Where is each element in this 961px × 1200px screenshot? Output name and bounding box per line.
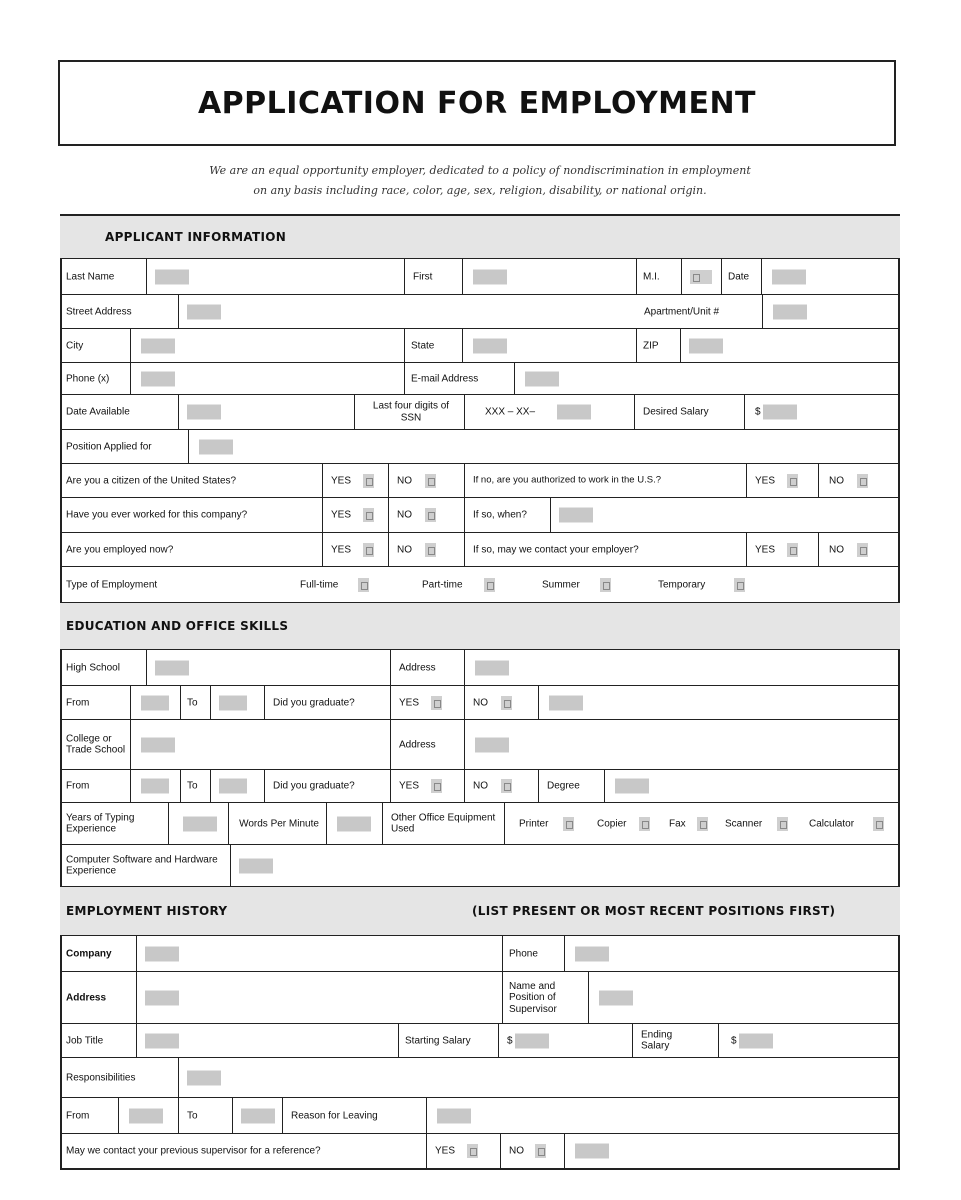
label-ending-salary: Ending Salary (641, 1029, 673, 1052)
row-company (60, 936, 900, 972)
label-state: State (411, 339, 435, 351)
row-software (60, 845, 900, 887)
title-box (58, 60, 896, 146)
label-printer: Printer (519, 817, 549, 829)
row-position (60, 430, 900, 464)
label-yes: YES (399, 696, 420, 708)
label-equipment: Other Office Equipment Used (391, 812, 496, 835)
dollar-sign: $ (755, 406, 761, 418)
label-college: College or Trade School (66, 733, 126, 756)
label-company: Company (66, 947, 112, 959)
row-citizen (60, 464, 900, 498)
checkbox-contact-no[interactable] (857, 543, 868, 557)
row-emp-dates (60, 1098, 900, 1134)
label-street-address: Street Address (66, 305, 132, 317)
checkbox-calculator[interactable] (873, 817, 884, 831)
field-first[interactable] (473, 269, 507, 284)
field-starting-salary[interactable] (515, 1033, 549, 1048)
field-typing-years[interactable] (183, 816, 217, 831)
label-degree: Degree (547, 780, 580, 792)
label-supervisor: Name and Position of Supervisor (509, 980, 557, 1015)
checkbox-reference-no[interactable] (535, 1144, 546, 1158)
label-yes: YES (331, 543, 352, 555)
field-date[interactable] (772, 269, 806, 284)
checkbox-college-grad-no[interactable] (501, 779, 512, 793)
field-apartment[interactable] (773, 304, 807, 319)
field-ssn[interactable] (557, 405, 591, 420)
checkbox-college-grad-yes[interactable] (431, 779, 442, 793)
label-ssn: Last four digits of SSN (372, 400, 450, 423)
section-applicant-header (60, 216, 900, 259)
label-phone: Phone (x) (66, 372, 110, 384)
label-last-name: Last Name (66, 270, 115, 282)
label-desired-salary: Desired Salary (643, 406, 709, 418)
label-position: Position Applied for (66, 440, 152, 452)
row-office-skills (60, 803, 900, 845)
label-zip: ZIP (643, 339, 659, 351)
label-to: To (187, 696, 198, 708)
label-no: NO (397, 474, 412, 486)
checkbox-employed-yes[interactable] (363, 543, 374, 557)
checkbox-part-time[interactable] (484, 578, 495, 592)
field-emp-phone[interactable] (575, 946, 609, 961)
field-hs-address[interactable] (475, 660, 509, 675)
label-to: To (187, 1109, 198, 1121)
checkbox-worked-no[interactable] (425, 508, 436, 522)
label-when-question: If so, when? (473, 509, 527, 521)
label-hs-address: Address (399, 661, 436, 673)
section-employment-header (60, 887, 900, 936)
row-street (60, 295, 900, 329)
row-employed-now (60, 533, 900, 567)
row-name (60, 259, 900, 295)
field-degree[interactable] (615, 779, 649, 794)
label-to: To (187, 780, 198, 792)
label-college-address: Address (399, 738, 436, 750)
label-wpm: Words Per Minute (239, 817, 319, 829)
label-emp-phone: Phone (509, 947, 538, 959)
field-software[interactable] (239, 858, 273, 873)
checkbox-scanner[interactable] (777, 817, 788, 831)
field-emp-address[interactable] (145, 990, 179, 1005)
checkbox-temporary[interactable] (734, 578, 745, 592)
field-phone[interactable] (141, 371, 175, 386)
label-yes: YES (755, 474, 776, 486)
label-typing: Years of Typing Experience (66, 812, 135, 835)
label-yes: YES (435, 1145, 456, 1157)
row-responsibilities (60, 1058, 900, 1098)
eeo-statement-line2: on any basis including race, color, age, sex, religion, disability, or national origin. (253, 184, 707, 197)
label-yes: YES (331, 509, 352, 521)
label-copier: Copier (597, 817, 627, 829)
label-citizen-question: Are you a citizen of the United States? (66, 474, 237, 486)
label-from: From (66, 780, 90, 792)
field-company[interactable] (145, 946, 179, 961)
checkbox-authorized-yes[interactable] (787, 474, 798, 488)
field-email[interactable] (525, 371, 559, 386)
row-employment-type (60, 567, 900, 603)
section-title-employment: EMPLOYMENT HISTORY (66, 904, 228, 918)
field-emp-from[interactable] (129, 1108, 163, 1123)
label-email: E-mail Address (411, 372, 479, 384)
page-title: APPLICATION FOR EMPLOYMENT (197, 85, 757, 121)
checkbox-printer[interactable] (563, 817, 574, 831)
row-city (60, 329, 900, 363)
label-part-time: Part-time (422, 578, 463, 590)
field-job-title[interactable] (145, 1033, 179, 1048)
checkbox-contact-yes[interactable] (787, 543, 798, 557)
section-education-header (60, 603, 900, 650)
row-college-dates (60, 770, 900, 803)
label-graduate: Did you graduate? (273, 696, 355, 708)
field-reason[interactable] (437, 1108, 471, 1123)
row-high-school (60, 650, 900, 686)
label-high-school: High School (66, 661, 120, 673)
field-date-available[interactable] (187, 405, 221, 420)
eeo-statement-line1: We are an equal opportunity employer, dedicated to a policy of nondiscrimination in employment (209, 164, 751, 177)
field-college-address[interactable] (475, 737, 509, 752)
label-from: From (66, 1109, 90, 1121)
label-reference-question: May we contact your previous supervisor for a reference? (66, 1145, 321, 1157)
label-calculator: Calculator (809, 817, 855, 829)
label-scanner: Scanner (725, 817, 763, 829)
label-worked-question: Have you ever worked for this company? (66, 509, 248, 521)
label-no: NO (397, 509, 412, 521)
label-no: NO (829, 543, 844, 555)
label-fax: Fax (669, 817, 686, 829)
label-mi: M.I. (643, 270, 660, 282)
row-emp-address (60, 972, 900, 1024)
label-no: NO (829, 474, 844, 486)
row-worked-before (60, 498, 900, 533)
label-graduate: Did you graduate? (273, 780, 355, 792)
dollar-sign: $ (731, 1034, 737, 1046)
label-date: Date (728, 270, 750, 282)
label-authorized-question: If no, are you authorized to work in the U.S.? (473, 474, 661, 486)
checkbox-authorized-no[interactable] (857, 474, 868, 488)
label-contact-question: If so, may we contact your employer? (473, 543, 639, 555)
field-wpm[interactable] (337, 816, 371, 831)
label-responsibilities: Responsibilities (66, 1071, 136, 1083)
label-type-employment: Type of Employment (66, 578, 158, 590)
checkbox-reference-yes[interactable] (467, 1144, 478, 1158)
checkbox-full-time[interactable] (358, 578, 369, 592)
checkbox-employed-no[interactable] (425, 543, 436, 557)
label-software: Computer Software and Hardware Experience (66, 854, 218, 877)
field-supervisor[interactable] (599, 990, 633, 1005)
ssn-mask: XXX – XX– (485, 406, 536, 418)
section-title-applicant: APPLICANT INFORMATION (105, 230, 287, 244)
field-when[interactable] (559, 508, 593, 523)
row-hs-dates (60, 686, 900, 720)
row-job-title (60, 1024, 900, 1058)
label-summer: Summer (542, 578, 580, 590)
field-city[interactable] (141, 338, 175, 353)
row-reference (60, 1134, 900, 1168)
checkbox-hs-grad-yes[interactable] (431, 696, 442, 710)
section-note-employment: (LIST PRESENT OR MOST RECENT POSITIONS FIRST) (472, 904, 836, 918)
label-yes: YES (399, 780, 420, 792)
label-first: First (413, 270, 433, 282)
checkbox-summer[interactable] (600, 578, 611, 592)
label-yes: YES (331, 474, 352, 486)
label-from: From (66, 696, 90, 708)
label-apartment: Apartment/Unit # (644, 305, 720, 317)
label-date-available: Date Available (66, 406, 130, 418)
row-date-available (60, 395, 900, 430)
label-temporary: Temporary (658, 578, 706, 590)
label-no: NO (397, 543, 412, 555)
label-emp-address: Address (66, 991, 107, 1003)
field-street-address[interactable] (187, 304, 221, 319)
field-desired-salary[interactable] (763, 405, 797, 420)
label-starting-salary: Starting Salary (405, 1034, 471, 1046)
field-hs-from[interactable] (141, 695, 169, 710)
field-state[interactable] (473, 338, 507, 353)
dollar-sign: $ (507, 1034, 513, 1046)
label-reason: Reason for Leaving (291, 1109, 378, 1121)
checkbox-hs-grad-no[interactable] (501, 696, 512, 710)
checkbox-fax[interactable] (697, 817, 708, 831)
row-college (60, 720, 900, 770)
label-job-title: Job Title (66, 1034, 104, 1046)
checkbox-worked-yes[interactable] (363, 508, 374, 522)
label-employed-question: Are you employed now? (66, 543, 174, 555)
field-last-name[interactable] (155, 269, 189, 284)
label-no: NO (509, 1145, 524, 1157)
label-no: NO (473, 696, 488, 708)
label-no: NO (473, 780, 488, 792)
field-reference-note[interactable] (575, 1144, 609, 1159)
field-mi[interactable] (690, 270, 712, 284)
section-title-education: EDUCATION AND OFFICE SKILLS (66, 619, 289, 633)
field-zip[interactable] (689, 338, 723, 353)
field-hs-to[interactable] (219, 695, 247, 710)
field-emp-to[interactable] (241, 1108, 275, 1123)
row-phone (60, 363, 900, 395)
field-college-to[interactable] (219, 779, 247, 794)
field-ending-salary[interactable] (739, 1033, 773, 1048)
field-hs-degree[interactable] (549, 695, 583, 710)
checkbox-copier[interactable] (639, 817, 650, 831)
field-high-school[interactable] (155, 660, 189, 675)
field-college[interactable] (141, 737, 175, 752)
field-responsibilities[interactable] (187, 1070, 221, 1085)
label-city: City (66, 339, 84, 351)
checkbox-citizen-no[interactable] (425, 474, 436, 488)
label-yes: YES (755, 543, 776, 555)
field-college-from[interactable] (141, 779, 169, 794)
field-position[interactable] (199, 439, 233, 454)
checkbox-citizen-yes[interactable] (363, 474, 374, 488)
label-full-time: Full-time (300, 578, 339, 590)
